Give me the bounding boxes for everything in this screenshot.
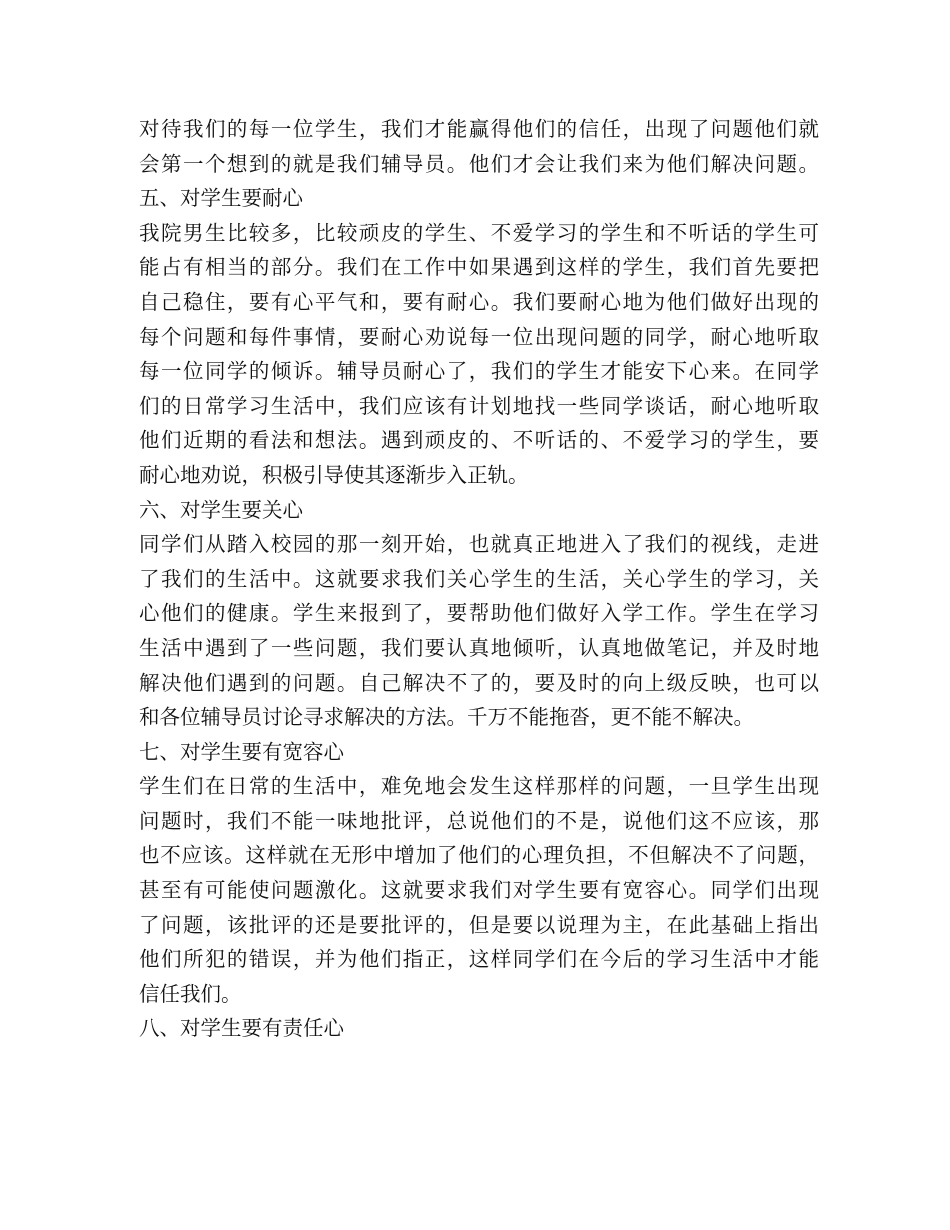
paragraph-line: 每个问题和每件事情，要耐心劝说每一位出现问题的同学，耐心地听取	[139, 324, 819, 349]
paragraph-line: 问题时，我们不能一味地批评，总说他们的不是，说他们这不应该，那	[139, 808, 819, 833]
paragraph-line: 自己稳住，要有心平气和，要有耐心。我们要耐心地为他们做好出现的	[139, 289, 819, 314]
paragraph-line: 心他们的健康。学生来报到了，要帮助他们做好入学工作。学生在学习	[139, 601, 819, 626]
paragraph-line: 我院男生比较多，比较顽皮的学生、不爱学习的学生和不听话的学生可	[139, 220, 819, 245]
paragraph-line: 们的日常学习生活中，我们应该有计划地找一些同学谈话，耐心地听取	[139, 393, 819, 418]
section-heading-6: 六、对学生要关心	[139, 497, 303, 522]
paragraph-line: 能占有相当的部分。我们在工作中如果遇到这样的学生，我们首先要把	[139, 255, 819, 280]
paragraph-line: 甚至有可能使问题激化。这就要求我们对学生要有宽容心。同学们出现	[139, 878, 819, 903]
paragraph-line: 对待我们的每一位学生，我们才能赢得他们的信任，出现了问题他们就	[139, 117, 819, 141]
paragraph-line: 会第一个想到的就是我们辅导员。他们才会让我们来为他们解决问题。	[139, 151, 819, 176]
paragraph-line: 信任我们。	[139, 981, 242, 1006]
paragraph-line: 同学们从踏入校园的那一刻开始，也就真正地进入了我们的视线，走进	[139, 532, 819, 557]
paragraph-line: 他们所犯的错误，并为他们指正，这样同学们在今后的学习生活中才能	[139, 947, 819, 972]
paragraph-line: 他们近期的看法和想法。遇到顽皮的、不听话的、不爱学习的学生，要	[139, 428, 819, 453]
section-heading-7: 七、对学生要有宽容心	[139, 739, 344, 764]
section-heading-5: 五、对学生要耐心	[139, 186, 303, 211]
section-heading-8: 八、对学生要有责任心	[139, 1016, 344, 1041]
paragraph-line: 生活中遇到了一些问题，我们要认真地倾听，认真地做笔记，并及时地	[139, 635, 819, 660]
paragraph-line: 学生们在日常的生活中，难免地会发生这样那样的问题，一旦学生出现	[139, 774, 819, 799]
paragraph-line: 每一位同学的倾诉。辅导员耐心了，我们的学生才能安下心来。在同学	[139, 359, 819, 384]
paragraph-line: 也不应该。这样就在无形中增加了他们的心理负担，不但解决不了问题，	[139, 843, 819, 868]
document-body	[139, 112, 819, 1046]
paragraph-line: 了我们的生活中。这就要求我们关心学生的生活，关心学生的学习，关	[139, 566, 819, 591]
paragraph-line: 了问题，该批评的还是要批评的，但是要以说理为主，在此基础上指出	[139, 912, 819, 937]
paragraph-line: 解决他们遇到的问题。自己解决不了的，要及时的向上级反映，也可以	[139, 670, 819, 695]
paragraph-line: 耐心地劝说，积极引导使其逐渐步入正轨。	[139, 462, 529, 487]
paragraph-line: 和各位辅导员讨论寻求解决的方法。千万不能拖沓，更不能不解决。	[139, 705, 754, 730]
